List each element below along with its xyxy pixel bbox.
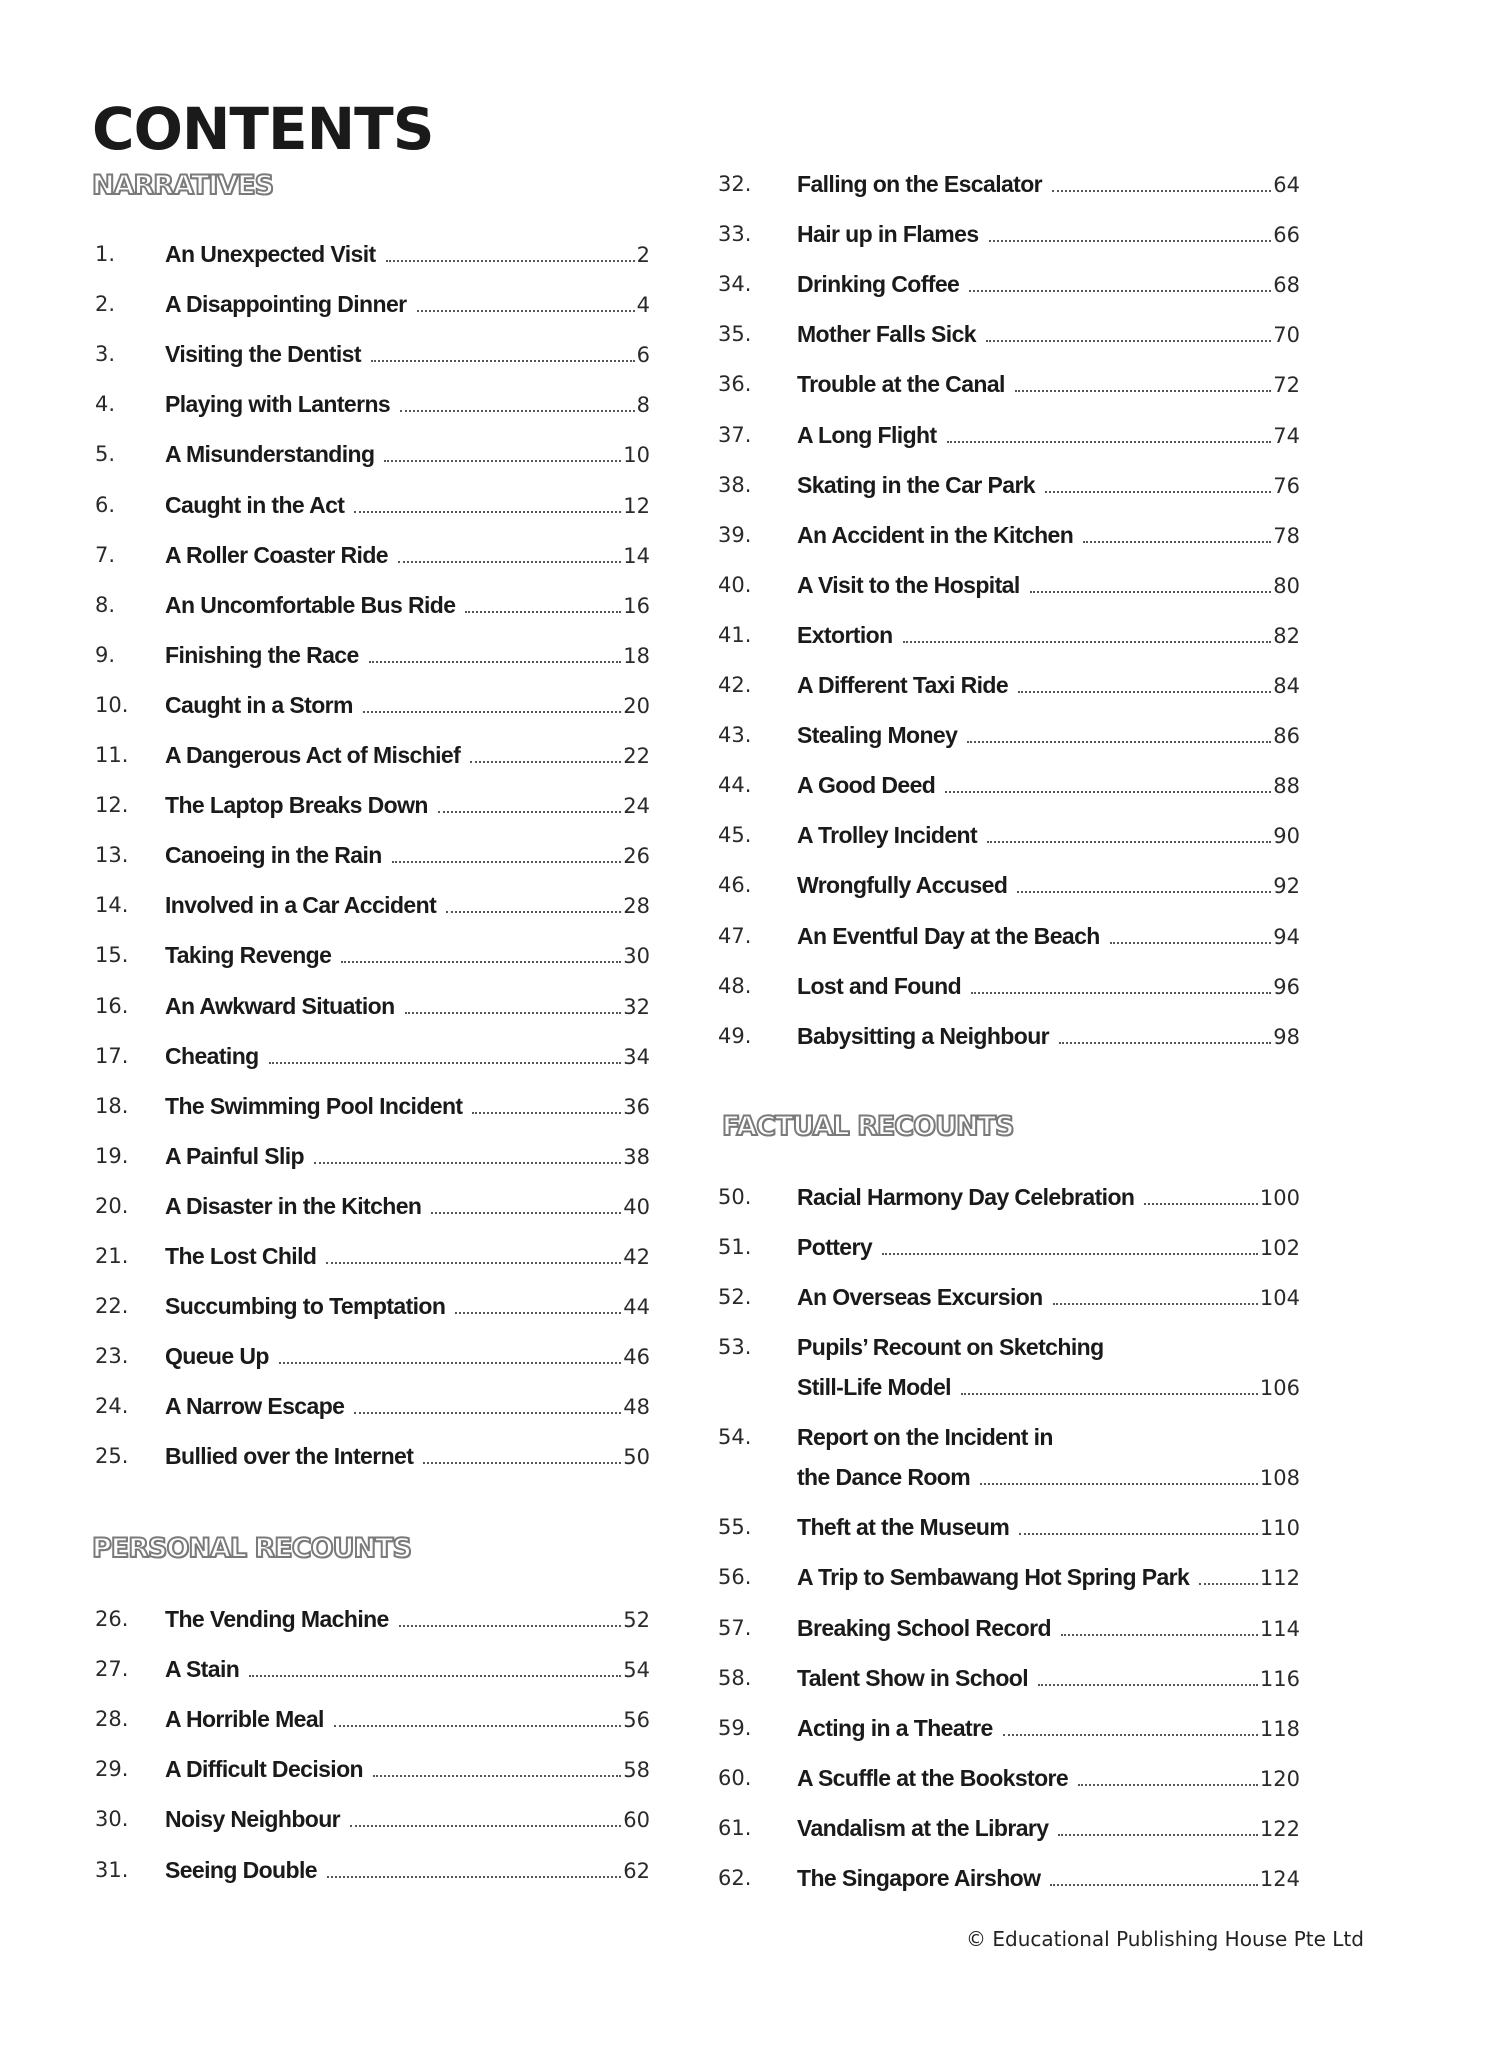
dot-leader [269, 1062, 622, 1064]
entry-title: Racial Harmony Day Celebration [797, 1184, 1135, 1210]
entry-number: 57. [718, 1615, 752, 1640]
entry-number: 36. [718, 372, 752, 397]
page-number: 80 [1273, 573, 1300, 598]
dot-leader [354, 1412, 621, 1414]
entry-title: Succumbing to Temptation [165, 1293, 446, 1320]
entry-number: 56. [718, 1565, 752, 1590]
dot-leader [417, 310, 635, 312]
dot-leader [326, 1262, 621, 1264]
entry-title: Mother Falls Sick [797, 321, 976, 348]
entry-title: A Painful Slip [165, 1142, 304, 1169]
entry-number: 58. [718, 1665, 752, 1690]
entry-number: 35. [718, 322, 752, 347]
page-number: 36 [623, 1094, 650, 1119]
page-title: CONTENTS [92, 95, 434, 163]
entry-title: Taking Revenge [165, 942, 332, 969]
dot-leader [350, 1825, 621, 1827]
entry-number: 48. [718, 973, 752, 998]
entry-title: Breaking School Record [797, 1614, 1051, 1641]
dot-leader [354, 511, 621, 513]
entry-number: 8. [95, 592, 116, 617]
entry-title: Pottery [797, 1234, 873, 1261]
entry-number: 62. [718, 1866, 752, 1890]
dot-leader [1058, 1834, 1257, 1836]
page-number: 56 [623, 1708, 650, 1733]
dot-leader [989, 240, 1272, 242]
entry-number: 50. [718, 1185, 752, 1209]
dot-leader [470, 761, 621, 763]
dot-leader [249, 1675, 621, 1677]
entry-title: A Scuffle at the Bookstore [797, 1764, 1069, 1791]
page-number: 30 [623, 944, 650, 969]
dot-leader [334, 1725, 621, 1727]
page-number: 92 [1273, 874, 1300, 899]
entry-title-continued: the Dance Room [797, 1464, 971, 1491]
dot-leader [1017, 891, 1271, 893]
page-number: 76 [1273, 473, 1300, 498]
entry-title: The Vending Machine [165, 1606, 389, 1632]
entry-title: Cheating [165, 1042, 259, 1069]
entry-number: 54. [718, 1425, 752, 1450]
dot-leader [465, 611, 621, 613]
dot-leader [1050, 1884, 1257, 1886]
dot-leader [903, 641, 1272, 643]
entry-number: 19. [95, 1143, 129, 1168]
page-number: 58 [623, 1758, 650, 1783]
dot-leader [980, 1483, 1258, 1485]
page-number: 26 [623, 844, 650, 869]
page-number: 104 [1259, 1286, 1300, 1311]
entry-title: A Good Deed [797, 772, 936, 799]
entry-number: 61. [718, 1815, 752, 1840]
page-number: 22 [623, 744, 650, 768]
dot-leader [1059, 1042, 1271, 1044]
entry-title: Playing with Lanterns [165, 391, 391, 418]
page-number: 84 [1273, 674, 1300, 698]
dot-leader [987, 841, 1271, 843]
entry-title: Hair up in Flames [797, 221, 979, 248]
dot-leader [423, 1462, 621, 1464]
entry-title: A Roller Coaster Ride [165, 541, 388, 568]
entry-number: 15. [95, 943, 129, 968]
page-number: 40 [623, 1194, 650, 1219]
entry-number: 6. [95, 492, 116, 517]
page-number: 46 [623, 1345, 650, 1370]
entry-number: 27. [95, 1657, 129, 1682]
dot-leader [371, 360, 635, 362]
page-number: 66 [1273, 223, 1300, 248]
entry-number: 21. [95, 1244, 129, 1268]
page-number: 28 [623, 894, 650, 919]
dot-leader [279, 1362, 621, 1364]
dot-leader [1199, 1583, 1258, 1585]
page-number: 48 [623, 1395, 650, 1420]
dot-leader [398, 561, 621, 563]
entry-title: An Awkward Situation [165, 992, 395, 1019]
entry-title: The Swimming Pool Incident [165, 1092, 463, 1119]
page-number: 94 [1273, 924, 1300, 949]
page-number: 68 [1273, 273, 1300, 298]
entry-number: 14. [95, 893, 129, 918]
entry-title: An Unexpected Visit [165, 241, 376, 267]
entry-number: 40. [718, 572, 752, 597]
dot-leader [961, 1393, 1258, 1395]
entry-title: Vandalism at the Library [797, 1814, 1049, 1841]
entry-title: Visiting the Dentist [165, 341, 361, 368]
page-number: 64 [1273, 173, 1300, 197]
dot-leader [947, 441, 1272, 443]
entry-number: 1. [95, 242, 116, 266]
entry-number: 20. [95, 1193, 129, 1218]
dot-leader [392, 861, 622, 863]
dot-leader [438, 811, 621, 813]
page-number: 108 [1259, 1466, 1300, 1491]
page-number: 4 [636, 293, 650, 318]
page-number: 86 [1273, 724, 1300, 749]
entry-number: 33. [718, 222, 752, 247]
dot-leader [314, 1162, 621, 1164]
page-number: 118 [1259, 1716, 1300, 1741]
dot-leader [1045, 491, 1271, 493]
entry-title: Babysitting a Neighbour [797, 1022, 1049, 1049]
dot-leader [373, 1775, 621, 1777]
page-number: 42 [623, 1245, 650, 1269]
entry-number: 18. [95, 1093, 129, 1118]
entry-title: Caught in a Storm [165, 691, 353, 718]
entry-title: An Eventful Day at the Beach [797, 922, 1100, 949]
page-number: 96 [1273, 974, 1300, 999]
entry-title: A Misunderstanding [165, 441, 375, 468]
entry-number: 26. [95, 1607, 129, 1631]
entry-title: An Uncomfortable Bus Ride [165, 591, 456, 618]
page-number: 72 [1273, 373, 1300, 398]
entry-title: A Disappointing Dinner [165, 291, 407, 318]
page-number: 12 [623, 493, 650, 518]
entry-title: A Long Flight [797, 421, 937, 448]
entry-number: 49. [718, 1023, 752, 1048]
copyright-notice: © Educational Publishing House Pte Ltd [966, 1927, 1364, 1951]
entry-number: 47. [718, 923, 752, 948]
entry-title: A Dangerous Act of Mischief [165, 742, 461, 768]
dot-leader [945, 791, 1271, 793]
entry-title: The Laptop Breaks Down [165, 792, 428, 819]
page-number: 122 [1259, 1816, 1300, 1841]
entry-title: Trouble at the Canal [797, 371, 1005, 398]
entry-title: A Trip to Sembawang Hot Spring Park [797, 1564, 1190, 1591]
entry-title: The Singapore Airshow [797, 1865, 1041, 1891]
page-number: 90 [1273, 824, 1300, 849]
page-number: 20 [623, 693, 650, 718]
page-number: 62 [623, 1858, 650, 1883]
dot-leader [472, 1112, 621, 1114]
dot-leader [969, 290, 1271, 292]
entry-number: 24. [95, 1394, 129, 1419]
page-number: 78 [1273, 523, 1300, 548]
entry-title: Finishing the Race [165, 641, 359, 668]
dot-leader [1003, 1734, 1258, 1736]
page-number: 116 [1259, 1666, 1300, 1691]
section-heading-narratives: NARRATIVES [92, 170, 274, 201]
section-heading-factual-recounts: FACTUAL RECOUNTS [722, 1111, 1014, 1142]
dot-leader [363, 711, 621, 713]
entry-number: 16. [95, 993, 129, 1018]
entry-number: 13. [95, 843, 129, 868]
dot-leader [986, 340, 1271, 342]
entry-number: 32. [718, 172, 752, 196]
entry-number: 29. [95, 1757, 129, 1782]
entry-title: A Horrible Meal [165, 1706, 324, 1733]
dot-leader [1018, 691, 1271, 693]
dot-leader [341, 961, 621, 963]
entry-number: 34. [718, 272, 752, 297]
entry-title: Extortion [797, 621, 893, 648]
dot-leader [384, 460, 621, 462]
entry-title: The Lost Child [165, 1243, 317, 1269]
entry-title: Seeing Double [165, 1856, 317, 1883]
dot-leader [1078, 1784, 1258, 1786]
entry-title: An Accident in the Kitchen [797, 521, 1074, 548]
dot-leader [882, 1253, 1258, 1255]
entry-number: 53. [718, 1335, 752, 1360]
dot-leader [967, 741, 1271, 743]
entry-number: 22. [95, 1294, 129, 1319]
entry-title: A Difficult Decision [165, 1756, 363, 1783]
entry-number: 7. [95, 542, 116, 567]
entry-title: Involved in a Car Accident [165, 892, 437, 919]
entry-number: 45. [718, 823, 752, 848]
entry-title: A Narrow Escape [165, 1393, 345, 1420]
page-number: 120 [1259, 1766, 1300, 1791]
page-number: 74 [1273, 423, 1300, 448]
entry-title: Talent Show in School [797, 1664, 1029, 1691]
entry-title-continued: Still-Life Model [797, 1374, 951, 1401]
entry-title: Canoeing in the Rain [165, 842, 382, 869]
entry-title: Skating in the Car Park [797, 471, 1035, 498]
entry-number: 4. [95, 392, 116, 417]
page-number: 102 [1259, 1236, 1300, 1261]
page-number: 88 [1273, 774, 1300, 799]
entry-title: Stealing Money [797, 722, 958, 749]
page-number: 70 [1273, 323, 1300, 348]
dot-leader [1052, 190, 1271, 192]
entry-title: A Visit to the Hospital [797, 571, 1020, 598]
page-number: 18 [623, 643, 650, 668]
entry-number: 55. [718, 1515, 752, 1540]
entry-number: 38. [718, 472, 752, 497]
dot-leader [446, 911, 621, 913]
entry-title: An Overseas Excursion [797, 1284, 1043, 1311]
entry-title: Caught in the Act [165, 491, 345, 518]
entry-number: 46. [718, 873, 752, 898]
page-number: 106 [1259, 1376, 1300, 1401]
entry-number: 5. [95, 442, 116, 467]
entry-number: 42. [718, 673, 752, 697]
page-number: 8 [636, 393, 650, 418]
page-number: 16 [623, 593, 650, 618]
entry-number: 11. [95, 743, 129, 767]
dot-leader [405, 1012, 622, 1014]
page-number: 124 [1259, 1867, 1300, 1891]
dot-leader [369, 661, 622, 663]
page-number: 98 [1273, 1024, 1300, 1049]
page-number: 14 [623, 543, 650, 568]
page-number: 54 [623, 1658, 650, 1683]
entry-number: 23. [95, 1344, 129, 1369]
entry-number: 31. [95, 1857, 129, 1882]
entry-title: Theft at the Museum [797, 1514, 1010, 1541]
page-number: 112 [1259, 1566, 1300, 1591]
page-number: 10 [623, 443, 650, 468]
dot-leader [431, 1212, 621, 1214]
dot-leader [1030, 591, 1272, 593]
page-number: 50 [623, 1445, 650, 1470]
entry-number: 9. [95, 642, 116, 667]
entry-number: 51. [718, 1235, 752, 1260]
entry-number: 37. [718, 422, 752, 447]
entry-number: 2. [95, 292, 116, 317]
entry-number: 52. [718, 1285, 752, 1310]
dot-leader [399, 1625, 622, 1627]
page-number: 2 [636, 243, 650, 267]
entry-title: Acting in a Theatre [797, 1714, 993, 1741]
entry-number: 25. [95, 1444, 129, 1469]
page-number: 38 [623, 1144, 650, 1169]
entry-title: Report on the Incident in [797, 1424, 1053, 1451]
dot-leader [327, 1876, 621, 1878]
dot-leader [1110, 942, 1272, 944]
page-number: 32 [623, 994, 650, 1019]
page-number: 82 [1273, 623, 1300, 648]
entry-number: 28. [95, 1707, 129, 1732]
dot-leader [1144, 1203, 1258, 1205]
page-number: 100 [1259, 1186, 1300, 1210]
entry-number: 41. [718, 622, 752, 647]
page-number: 24 [623, 794, 650, 819]
entry-title: A Different Taxi Ride [797, 672, 1009, 698]
entry-title: Pupils’ Recount on Sketching [797, 1334, 1104, 1361]
dot-leader [1015, 390, 1271, 392]
entry-title: A Disaster in the Kitchen [165, 1192, 422, 1219]
entry-number: 3. [95, 342, 116, 367]
entry-title: Lost and Found [797, 972, 962, 999]
page-number: 6 [636, 343, 650, 368]
entry-title: Drinking Coffee [797, 271, 960, 298]
page-number: 110 [1259, 1516, 1300, 1541]
dot-leader [1019, 1533, 1258, 1535]
entry-number: 10. [95, 692, 129, 717]
entry-title: Wrongfully Accused [797, 872, 1008, 899]
entry-number: 60. [718, 1765, 752, 1790]
page-number: 52 [623, 1608, 650, 1632]
entry-title: Bullied over the Internet [165, 1443, 414, 1470]
page-number: 44 [623, 1295, 650, 1320]
entry-number: 39. [718, 522, 752, 547]
section-heading-personal-recounts: PERSONAL RECOUNTS [92, 1533, 411, 1564]
page-number: 60 [623, 1808, 650, 1833]
dot-leader [1038, 1684, 1258, 1686]
entry-title: A Trolley Incident [797, 822, 978, 849]
dot-leader [400, 410, 635, 412]
entry-title: Noisy Neighbour [165, 1806, 341, 1833]
dot-leader [971, 992, 1271, 994]
dot-leader [1083, 541, 1271, 543]
dot-leader [1053, 1303, 1258, 1305]
dot-leader [386, 260, 635, 262]
entry-title: A Stain [165, 1656, 240, 1683]
entry-number: 12. [95, 793, 129, 818]
page-number: 114 [1259, 1616, 1300, 1641]
entry-number: 44. [718, 773, 752, 798]
page-number: 34 [623, 1044, 650, 1069]
entry-title: Queue Up [165, 1343, 269, 1370]
dot-leader [1061, 1634, 1258, 1636]
entry-number: 43. [718, 723, 752, 748]
entry-number: 59. [718, 1715, 752, 1740]
dot-leader [455, 1312, 621, 1314]
entry-number: 30. [95, 1807, 129, 1832]
entry-title: Falling on the Escalator [797, 171, 1043, 197]
entry-number: 17. [95, 1043, 129, 1068]
